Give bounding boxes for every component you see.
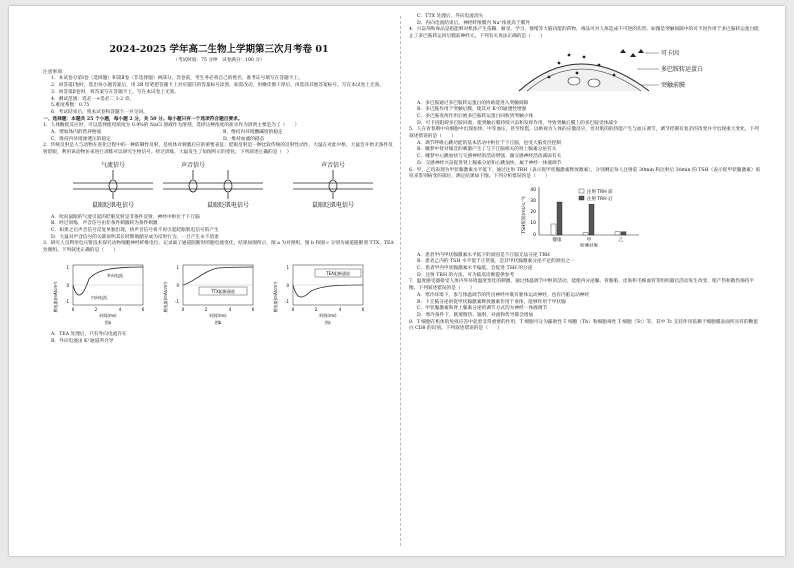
q2-figure [43,159,395,209]
q3-tick-b-0: 0 [176,282,179,288]
page-subtitle: （考试时间：75 分钟 试卷满分：100 分） [173,58,265,63]
q3-option-d: D．内向电流结束后，神经纤维膜内 Na⁺浓度高于膜外 [417,20,531,26]
q1-option-b: B．维持内环境酸碱度的稳定 [223,130,283,136]
q3-xtick-a-4: 4 [118,306,122,312]
q4-option-c: C．多巴胺发挥作用后被多巴胺转运蛋白回收到突触小体 [417,113,534,119]
notice-5: 5.难度系数：0.75 [51,103,90,109]
q1-options [43,130,395,143]
q6-bar-chart [409,183,761,247]
notice-2: 2．回答第Ⅰ卷时，选出每小题答案后，用 2B 铅笔把答题卡上对应题目的答案标号涂黑。如需改动，用橡皮擦干净后，再选涂其他答案标号。写在本试卷上无效。 [51,83,384,89]
q2-label-sound-2: 声音信号 [320,161,346,169]
q2-label-emg-2: 鼠眼眨肌电信号 [206,201,250,209]
notice-head: 注意事项： [43,69,67,75]
q6-ytick-40: 40 [530,187,536,193]
q2-option-a: A．吹向鼠眼的气流引起的眨眼反射是非条件反射，神经中枢位于下丘脑 [51,214,200,220]
q1-option-d: D．维持血液的稳态 [223,136,265,142]
q3-tick-c-1: 1 [286,264,289,270]
q3-xtick-a-0: 0 [71,306,75,312]
q6-legend-before: 注射 TRH 前 [587,189,613,195]
q6-xlabel: 检测对象 [580,243,598,247]
q1-option-c: C．维持内环境渗透压的稳定 [51,136,111,142]
q2-option-b: B．经过训练，声音信号由非条件刺激转为条件刺激 [51,221,158,227]
notice-4: 4．测试范围：选必一+选必二 1-2 章。 [51,96,135,102]
q3-xtick-c-0: 0 [291,306,295,312]
q7-option-b: B．下丘脑分泌的促甲状腺激素释放激素作用于垂体，能够作用于甲状腺 [417,299,566,305]
q6-option-c: C．患者甲内甲状腺激素水平偏低，会促进 TSH 的分泌 [417,266,533,272]
q6-xtick-jia: 甲 [586,237,592,243]
q3-ylabel-b: 膜电流(mA/cm²) [163,281,168,313]
q6-ytick-20: 20 [530,209,536,215]
q6-bar-after-0 [557,202,562,235]
q3-xtick-c-4: 4 [338,306,342,312]
q6-bar-after-1 [589,204,594,235]
q4-synapse-figure [409,43,761,95]
q4-label-cocaine: 可卡因 [661,49,680,57]
right-column [409,14,761,333]
q3-caption-a: 图a [104,319,112,325]
q4-option-a: A．多巴胺通过多巴胺转运蛋白的协助能进入突触间隙 [417,100,529,106]
q7-option-d: D．寒冷条件下，既要散热，辐射，对流和传导都会增加 [417,312,534,318]
q3-xtick-a-6: 6 [141,306,145,312]
page-title: 2024-2025 学年高二生物上学期第三次月考卷 01 [109,44,329,55]
q6-xtick-yi: 乙 [618,237,624,243]
q6-option-a: A．患者甲内甲状腺激素水平低下的原因是下丘脑无法分泌 TRH [417,252,550,258]
q3-tick-b-1: 1 [176,264,179,270]
q3-caption-b: 图b [214,319,222,325]
q7-stem: 7．温度感受器接受人体内外环境温度变化的刺激，通过体温调节中枢的活动，能使内分泌腺、骨骼肌、皮肤和毛细血管等组织器官活动发生改变，使产热和散热保持平衡。下列叙述错误的是（ ） [409,279,755,292]
q3-stem: 3．研究人员利用电压钳技术探究动物细胞神经纤维电位，记录离子通道阻断时的胞电流变化，结果如图所示，图 a 为对照组，图 b 和图 c 分别为通道阻断剂 TTX、TEA 处理组。下列叙述正确的是（ ） [43,241,394,254]
q3-tick-c-m1: -1 [285,298,289,304]
q3-ylabel-a: 膜电流(mA/cm²) [53,281,58,313]
q3-xtick-b-2: 2 [204,306,208,312]
q6-option-b: B．患者乙内的 TSH 水平低于正常值，是其甲状腺激素分泌不足的原因之一 [417,259,575,265]
q2-label-sound-1: 声音信号 [180,161,206,169]
q4-label-presynaptic: 突触前膜 [661,81,686,89]
q3-figure [43,257,395,327]
notice-6: 6．考试结束后，将本试卷和答题卡一并交回。 [51,109,148,115]
q3-ylabel-c: 膜电流(mA/cm²) [273,281,278,313]
q3-label-outward: 外向电流 [107,272,123,278]
q3-xtick-b-0: 0 [181,306,185,312]
q6-ytick-0: 0 [533,232,536,238]
section-heading: 一、选择题：本题共 25 个小题，每小题 2 分，共 50 分。每小题只有一个选项符合题目要求。 [43,116,243,122]
q3-xlabel-a: 时间(ms) [99,312,117,318]
q3-xtick-a-2: 2 [94,306,98,312]
q3-tick-a-m1: -1 [65,298,69,304]
exam-page [9,6,785,556]
notice-1: 1．本试卷分第Ⅰ卷（选择题）和第Ⅱ卷（非选择题）两部分。答卷前，考生务必将自己的姓名、准考证号填写在答题卡上。 [51,76,303,82]
q3-option-a: A．TEA 处理后，只有外向电流存在 [51,332,127,338]
q3-tick-a-1: 1 [66,264,69,270]
q3-tick-a-0: 0 [66,282,69,288]
q3-xlabel-c: 时间(ms) [319,312,337,318]
q6-legend-after: 注射 TRH 后 [587,196,613,202]
q4-stem: 4．兴奋剂和毒品是指能够对机体产生依赖、耐受、学习、情绪等大脑功能的药物，毒品可对人体造成不可逆的伤害。如图是突触间隙中的可卡因作用于多巴胺转运蛋白阻止了多巴胺转运回后膜前神经元。下列有关说法正确的是（ ） [409,27,759,40]
q2-option-d: D．大鼠对声音信号的关联说明其长时期地储存成为反射行为，一旦产生永不消退 [51,234,219,240]
q2-label-emg-3: 鼠眼眨肌电信号 [311,201,355,209]
q2-label-emg-1: 鼠眼眨肌电信号 [91,201,135,209]
q3-option-b: B．外向电流由 K⁺通道所介导 [51,339,114,345]
q3-xlabel-b: 时间(ms) [209,312,227,318]
q3-tick-b-m1: -1 [175,298,179,304]
q5-option-c: C．睡梦中心跳加快与交感神经的活动增强、副交感神经活动减弱有关 [417,154,562,160]
q3-label-ttx: TTX阻断通道 [211,288,235,294]
left-column [43,14,395,346]
q3-xtick-b-4: 4 [228,306,232,312]
q5-stem: 5．人在青春期中央细胞中出现加快、中等血压，甚至惊慌。以被视为人体的应激反应，但对肌肉的热能产生与血压调节，调节控制有复杂的改变并令出现重大变化。下列叙述错误的是（ ） [409,127,759,140]
q1-option-a: A．增加体内的营养物质 [51,130,102,136]
q2-stem: 2．传统反射是人与动物在进化过程中的一种防御性反射，是机体对刺激后应的重要表征；眨眼反射是一种比较传统的反射性动作。大鼠在对此中枢，大鼠会开始无条件反射眨眼，利用该动物仿来进行训练可以研究生物信号。经过训练，大鼠发生了如图所示的变化。下列叙述正确的是（ ） [43,143,393,156]
q6-ytick-30: 30 [530,198,536,204]
q2-option-c: C．如果之后声音信号反复单独出现，快声音信号将不再引起眨眼肌电信号的产生 [51,227,219,233]
q4-option-b: B．多巴胺作用于突触后膜，使其对 K⁺的通透性增强 [417,107,527,113]
q5-option-a: A．调节呼吸心跳功能的基本活动中枢位于下丘脑，也受大脑皮层控制 [417,140,562,146]
q6-ylabel: TSH浓度(mU·L⁻¹) [522,196,527,234]
q6-ytick-10: 10 [530,220,536,226]
q6-bar-before-0 [551,224,556,235]
q7-option-c: C．甲状腺激素和肾上腺素分泌的调节方式均为神经一体液调节 [417,306,548,312]
q5-option-b: B．睡梦中肾对噪音的刺激产生了与下丘脑相关的肾上腺素分泌有关 [417,147,557,153]
q7-option-a: A．寒冷环境下，参与体温调节的传出神经中既有躯体运动神经，也有内脏运动神经 [417,292,590,298]
q6-xtick-healthy: 健康 [552,237,562,243]
q6-option-d: D．注射 TRH 的方法，可为临床诊断提供参考 [417,272,515,278]
column-divider [400,16,401,546]
q3-caption-c: 图c [324,319,332,325]
q6-bar-after-2 [621,232,626,235]
q3-xtick-c-6: 6 [361,306,365,312]
q5-option-d: D．交感神经兴奋促进肾上腺素分泌和心跳加快，属于神经一体液调节 [417,160,562,166]
q3-label-inward: 内向电流 [91,294,107,300]
q3-label-tea: TEA阻断通道 [326,270,350,276]
q3-tick-c-0: 0 [286,282,289,288]
notice-3: 3．回答第Ⅱ卷时，将答案写在答题卡上。写在本试卷上无效。 [51,89,180,95]
q4-label-transporter: 多巴胺转运蛋白 [661,65,704,73]
q3-option-c: C．TTX 处理后，外向电流消失 [417,14,484,19]
q8-stem: 8．T 细胞在机体的免疫应答中起着非常重要的作用，T 细胞可分为辅助性 T 细胞（Th）和细胞毒性 T 细胞（Tc）等，其中 Tc 支持作用依赖于细胞膜表面所具有的糖蛋白 CD8 的识别。下列叙述错误的是（ ） [409,319,759,332]
q6-bar-before-2 [615,232,620,235]
q6-stem: 6．甲、乙均表现为甲状腺激素水平低下，通过注射 TRH（表示促甲状腺激素释放激素），分别测定每人注射前 30min 和注射后 30min 的 TSH（表示促甲状腺激素）浓度来鉴别病变的部位，测定结果如下图。下列分析错误的是（ ） [409,167,761,180]
q6-bar-before-1 [583,233,588,235]
q1-stem: 1．人体酶促反应时，可以选择使用浓度为 0.9%的 NaCl 溶液作为溶剂，选择这种浓度的盐水作为溶剂主要是为了（ ） [43,123,300,129]
q4-option-d: D．可卡因阻碍多巴胺回收，使突触后膜持续兴奋和发挥作用，导致突触后膜上的多巴胺受体减少 [417,120,618,126]
q2-label-airflow: 气流信号 [100,161,126,169]
q3-xtick-b-6: 6 [251,306,255,312]
q3-xtick-c-2: 2 [314,306,318,312]
